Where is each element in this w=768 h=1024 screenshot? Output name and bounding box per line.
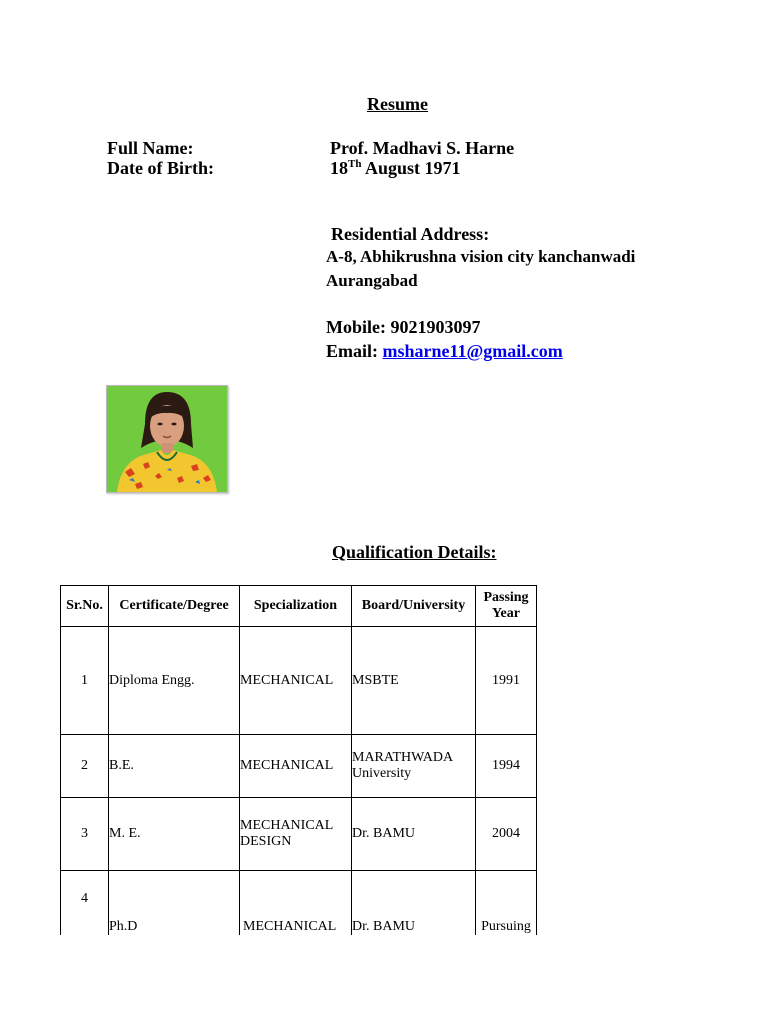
profile-photo: [106, 385, 228, 493]
specialization-cell: MECHANICAL: [240, 871, 352, 936]
table-row: [61, 627, 537, 735]
header-degree: Certificate/Degree: [109, 586, 240, 627]
full-name-value: Prof. Madhavi S. Harne: [330, 138, 515, 158]
sr-no-cell: 1: [61, 627, 109, 735]
degree-cell: Ph.D: [109, 871, 240, 936]
header-sr-no: Sr.No.: [61, 586, 109, 627]
specialization-cell: MECHANICAL DESIGN: [240, 798, 352, 871]
qualification-table: [60, 585, 537, 935]
qualification-title: Qualification Details:: [332, 542, 497, 562]
dob-day: 18: [330, 158, 348, 178]
full-name-label: Full Name:: [107, 138, 194, 158]
specialization-cell: MECHANICAL: [240, 735, 352, 798]
header-passing-year: Passing Year: [476, 586, 537, 627]
table-row: [61, 798, 537, 871]
year-cell: 1991: [476, 627, 537, 735]
dob-superscript: Th: [348, 158, 362, 170]
sr-no-cell: 3: [61, 798, 109, 871]
header-specialization: Specialization: [240, 586, 352, 627]
table-row: [61, 735, 537, 798]
dob-value: [330, 158, 461, 179]
degree-cell: M. E.: [109, 798, 240, 871]
sr-no-cell: 2: [61, 735, 109, 798]
table-row: [61, 871, 537, 936]
table-header-row: [61, 586, 537, 627]
address-label: Residential Address:: [331, 224, 490, 244]
board-cell: MSBTE: [352, 627, 476, 735]
dob-label: Date of Birth:: [107, 158, 214, 178]
resume-title: Resume: [367, 94, 428, 114]
mobile-label: Mobile:: [326, 317, 391, 337]
board-cell: Dr. BAMU: [352, 798, 476, 871]
mobile-line: [326, 317, 481, 338]
board-cell: MARATHWADA University: [352, 735, 476, 798]
email-link[interactable]: msharne11@gmail.com: [382, 341, 563, 361]
year-cell: 2004: [476, 798, 537, 871]
dob-month-year: August 1971: [361, 158, 461, 178]
mobile-value: 9021903097: [390, 317, 481, 337]
degree-cell: B.E.: [109, 735, 240, 798]
year-cell: Pursuing: [476, 871, 537, 936]
email-line: [326, 341, 563, 362]
degree-cell: Diploma Engg.: [109, 627, 240, 735]
email-label: Email:: [326, 341, 383, 361]
profile-photo-image: [107, 386, 227, 492]
year-cell: 1994: [476, 735, 537, 798]
sr-no-cell: 4: [61, 871, 109, 936]
address-line-1: A-8, Abhikrushna vision city kanchanwadi: [326, 247, 636, 266]
board-cell: Dr. BAMU: [352, 871, 476, 936]
header-board: Board/University: [352, 586, 476, 627]
specialization-cell: MECHANICAL: [240, 627, 352, 735]
address-line-2: Aurangabad: [326, 271, 418, 290]
